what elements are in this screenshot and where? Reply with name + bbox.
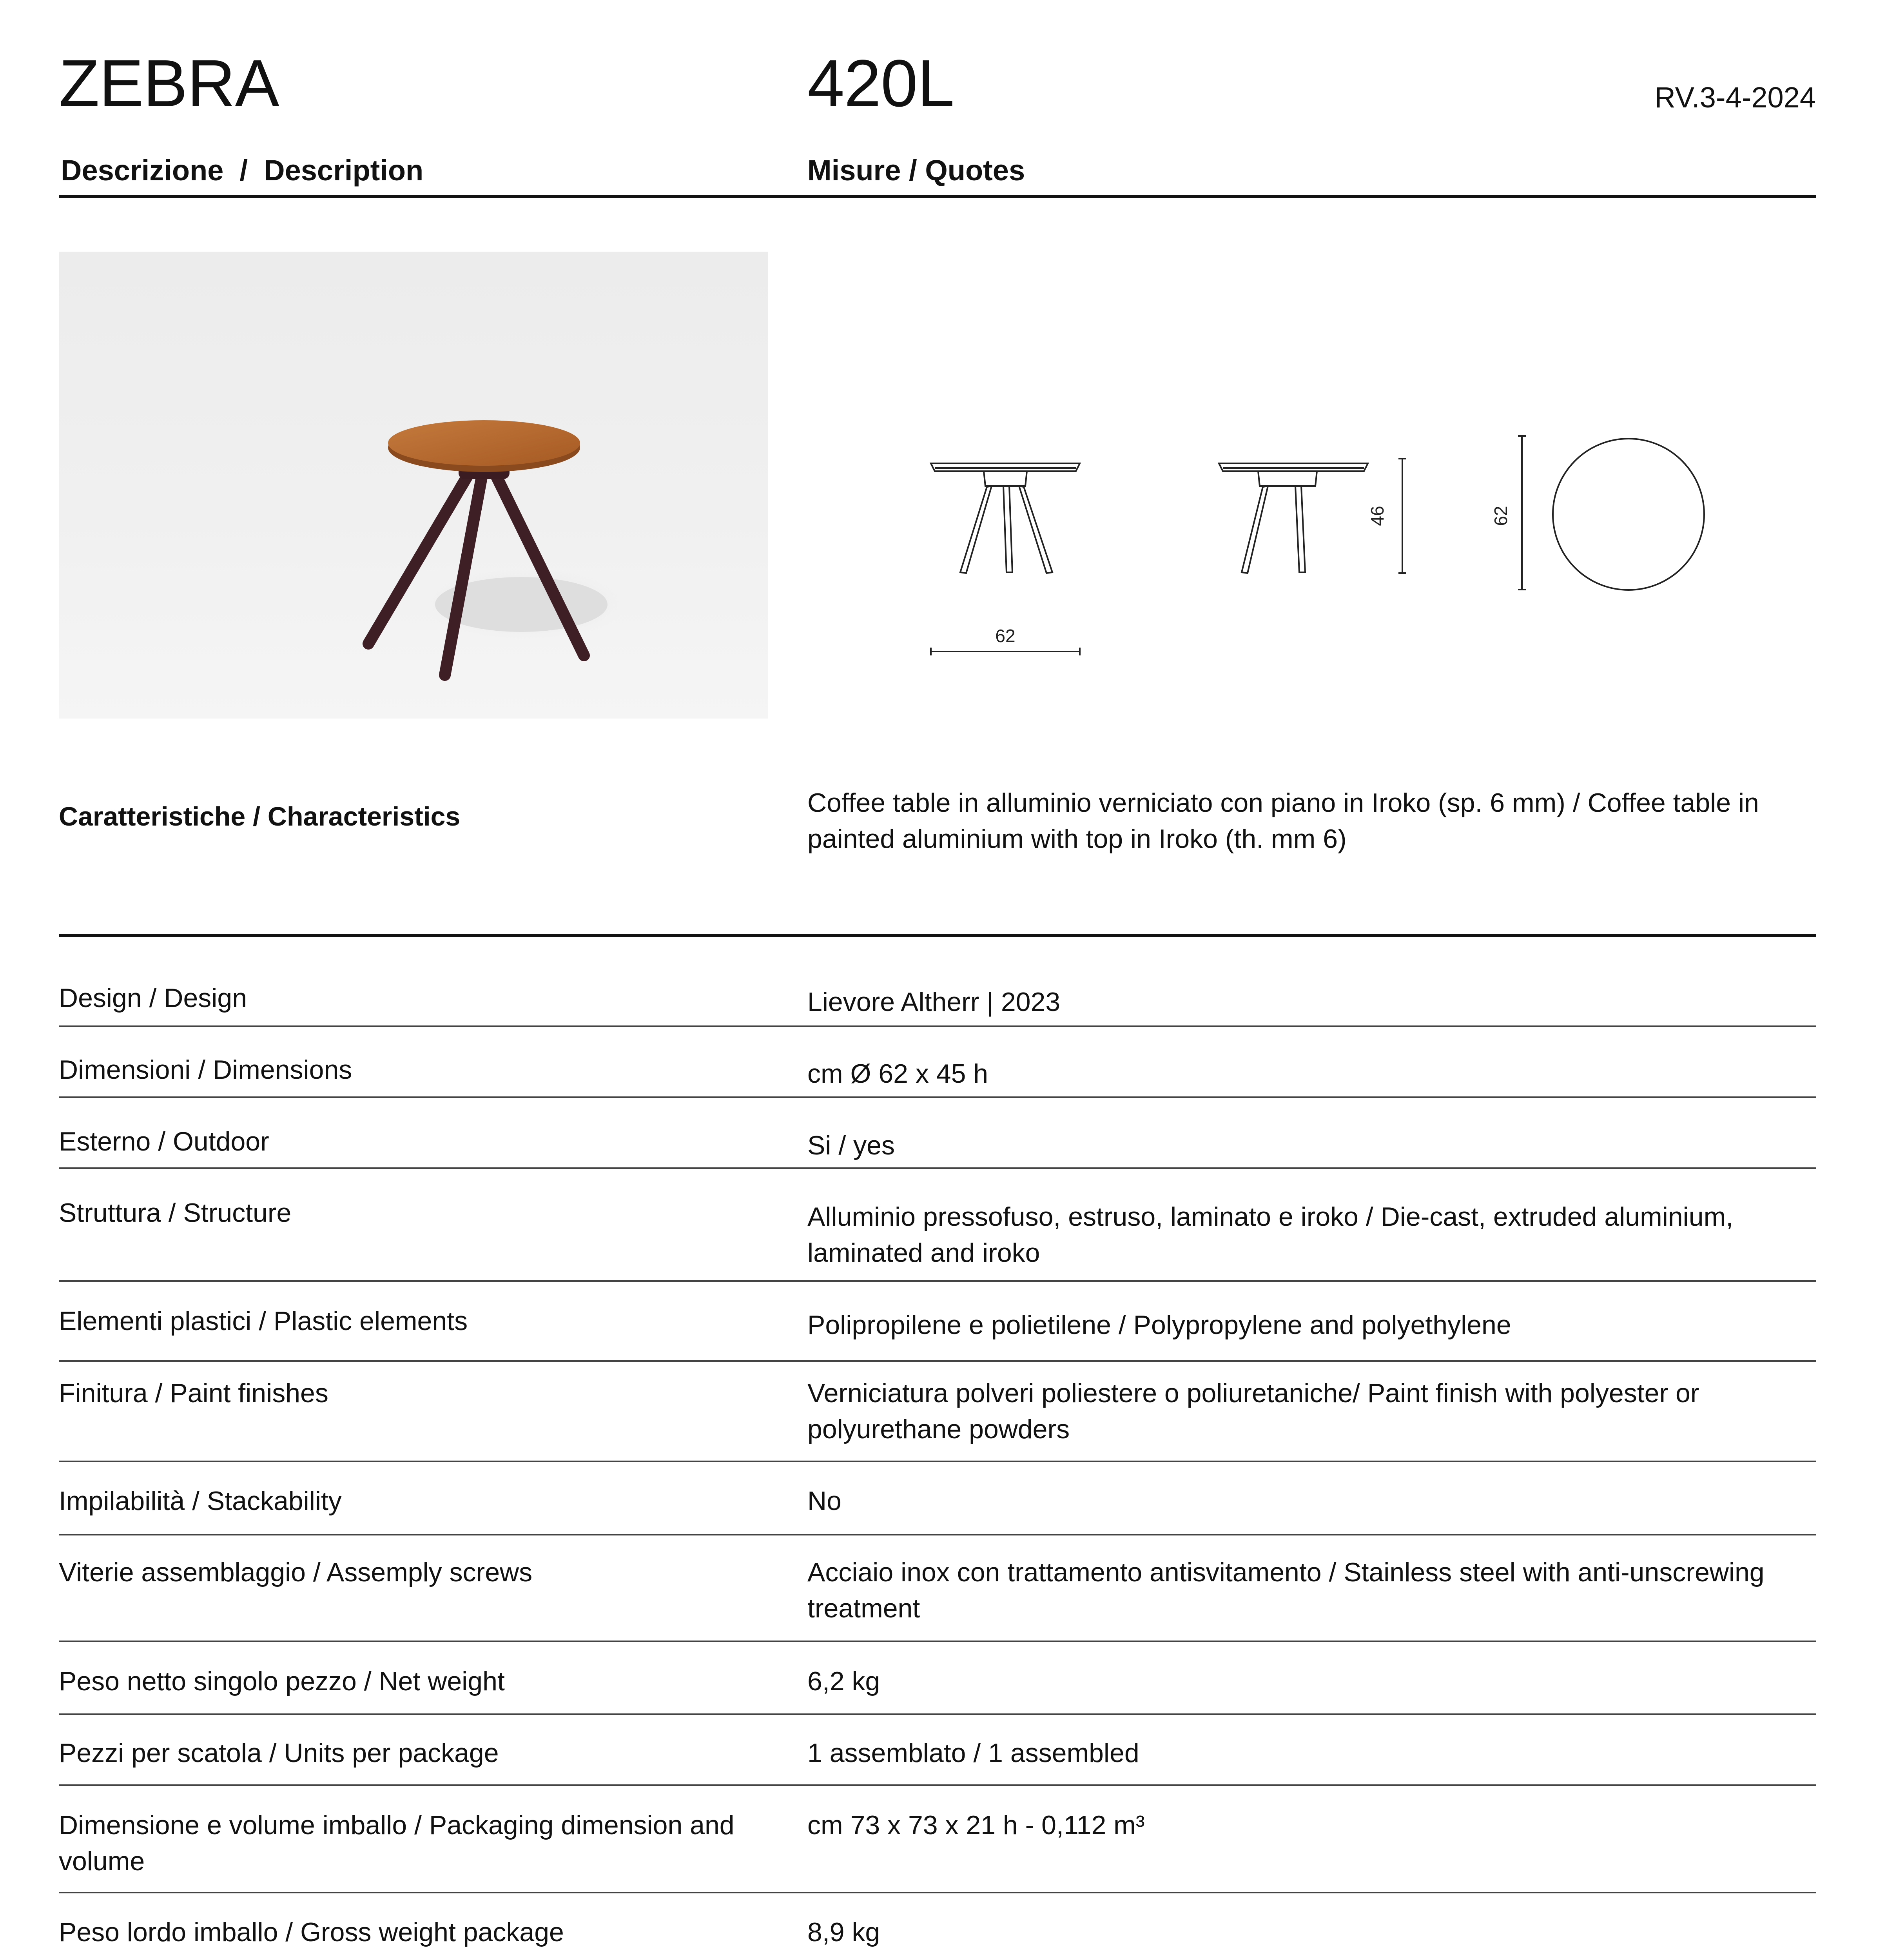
table-row — [59, 1483, 1816, 1535]
top-view-drawing — [1553, 439, 1704, 590]
spec-value: Polipropilene e polietilene / Polypropylene and polyethylene — [807, 1310, 1511, 1340]
height-dimension-label: 46 — [1367, 506, 1387, 526]
description-heading: Descrizione / Description — [61, 154, 424, 187]
table-row — [59, 1303, 1816, 1362]
table-row — [59, 1735, 1816, 1786]
table-row — [59, 1375, 1816, 1462]
spec-label: Dimensione e volume imballo / Packaging dimension and volume — [59, 1810, 734, 1876]
spec-value: 6,2 kg — [807, 1666, 880, 1696]
spec-label: Viterie assemblaggio / Assemply screws — [59, 1557, 533, 1587]
product-photo — [59, 252, 768, 719]
table-row — [59, 1663, 1816, 1715]
characteristics-rule — [59, 934, 1816, 937]
spec-label: Struttura / Structure — [59, 1198, 292, 1228]
spec-value: cm Ø 62 x 45 h — [807, 1059, 988, 1089]
spec-label: Peso netto singolo pezzo / Net weight — [59, 1666, 505, 1696]
characteristics-label: Caratteristiche / Characteristics — [59, 802, 461, 831]
revision-date: RV.3-4-2024 — [1654, 81, 1816, 114]
diameter-dimension-label: 62 — [1491, 506, 1511, 526]
spec-value: 1 assemblato / 1 assembled — [807, 1738, 1139, 1768]
spec-label: Impilabilità / Stackability — [59, 1486, 342, 1516]
spec-label: Pezzi per scatola / Units per package — [59, 1738, 499, 1768]
product-name: ZEBRA — [59, 46, 279, 121]
table-row — [59, 1123, 1816, 1169]
characteristics-text: Coffee table in alluminio verniciato con piano in Iroko (sp. 6 mm) / Coffee table in painted aluminium with top in Iroko (th. mm 6) — [807, 788, 1759, 854]
quotes-heading: Misure / Quotes — [807, 154, 1025, 187]
spec-value: 8,9 kg — [807, 1917, 880, 1947]
front-view-drawing — [931, 463, 1080, 573]
spec-value: No — [807, 1486, 841, 1516]
side-view-drawing — [1219, 463, 1368, 573]
spec-value: cm 73 x 73 x 21 h - 0,112 m³ — [807, 1810, 1145, 1840]
spec-label: Peso lordo imballo / Gross weight package — [59, 1917, 564, 1947]
spec-label: Esterno / Outdoor — [59, 1127, 269, 1156]
product-code: 420L — [807, 46, 954, 121]
spec-label: Design / Design — [59, 983, 247, 1013]
technical-drawings — [901, 427, 1725, 670]
table-row — [59, 980, 1816, 1027]
spec-value: Verniciatura polveri poliestere o poliuretaniche/ Paint finish with polyester or polyurethane powders — [807, 1378, 1699, 1444]
table-row — [59, 1052, 1816, 1098]
table-row — [59, 1807, 1816, 1893]
spec-value: Si / yes — [807, 1131, 895, 1160]
spec-value: Lievore Altherr | 2023 — [807, 987, 1061, 1017]
spec-label: Finitura / Paint finishes — [59, 1378, 328, 1408]
spec-label: Dimensioni / Dimensions — [59, 1055, 352, 1085]
table-row — [59, 1554, 1816, 1642]
width-dimension-label: 62 — [995, 626, 1016, 646]
spec-value: Alluminio pressofuso, estruso, laminato e iroko / Die-cast, extruded aluminium, laminated and iroko — [807, 1202, 1734, 1268]
coffee-table-image — [59, 252, 768, 719]
spec-value: Acciaio inox con trattamento antisvitamento / Stainless steel with anti-unscrewing treatment — [807, 1557, 1765, 1623]
table-row — [59, 1914, 1816, 1960]
header-rule — [59, 195, 1816, 198]
table-row — [59, 1195, 1816, 1282]
spec-label: Elementi plastici / Plastic elements — [59, 1306, 468, 1336]
